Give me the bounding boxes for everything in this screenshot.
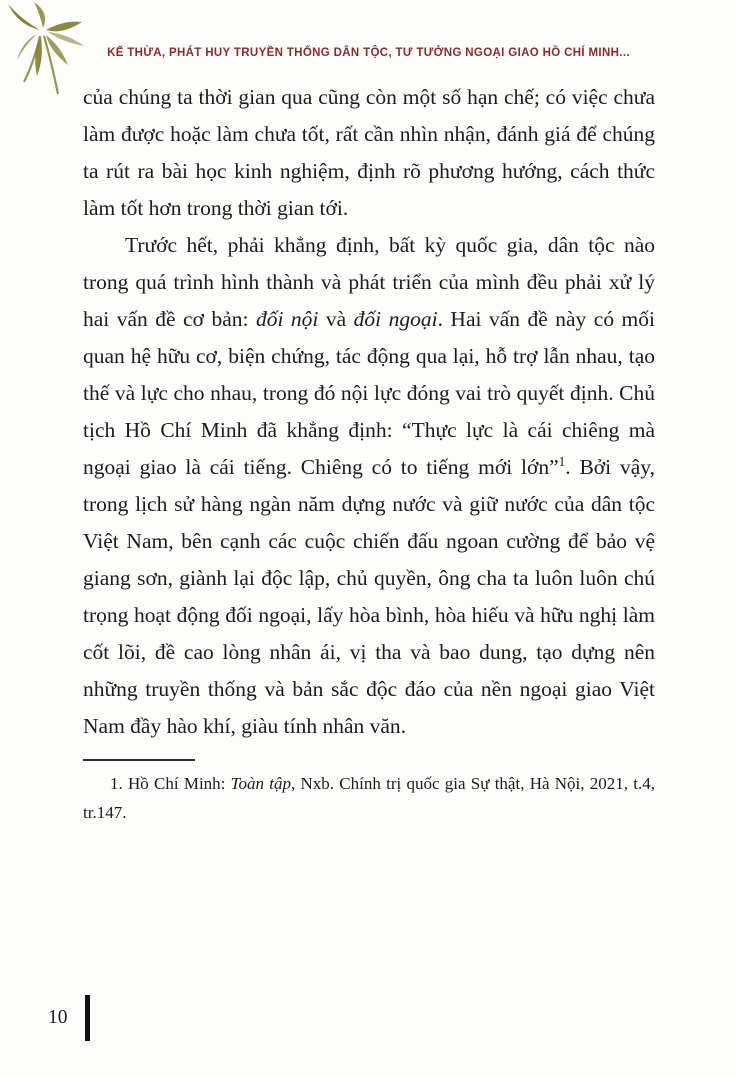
- paragraph-2-run5: . Hai vấn đề này có mối quan hệ hữu cơ, biện chứng, tác động qua lại, hỗ trợ lẫn nhau, tạo thế và lực cho nhau, trong đó nội lực đóng vai trò quyết định. Chủ tịch Hồ Chí Minh đã khẳng định: “Thực lực là cái chiêng mà ngoại giao là cái tiếng. Chiêng có to tiếng mới lớn”: [83, 307, 656, 479]
- paragraph-2-run1: Trước hết, phải khẳng định, bất kỳ quốc gia, dân tộc nào trong quá trình hình thành và phát triển của mình đều phải xử lý hai vấn đề cơ bản:: [83, 233, 655, 331]
- footnote: [83, 770, 655, 827]
- paragraph-1: [83, 79, 655, 227]
- paragraph-2-italic-doi-ngoai: đối ngoại: [353, 307, 438, 331]
- page-footer: [48, 995, 90, 1041]
- footnote-title-italic: Toàn tập: [230, 774, 292, 793]
- paragraph-2-run3: và: [318, 307, 354, 331]
- page-number-bar: [85, 995, 90, 1041]
- paragraph-1-text: của chúng ta thời gian qua cũng còn một số hạn chế; có việc chưa làm được hoặc làm chưa tốt, rất cần nhìn nhận, đánh giá để chúng ta rút ra bài học kinh nghiệm, định rõ phương hướng, cách thức làm tốt hơn trong thời gian tới.: [83, 85, 655, 220]
- footnote-lead: 1. Hồ Chí Minh:: [110, 774, 231, 793]
- bamboo-leaves-icon: [4, 2, 96, 102]
- running-header: KẾ THỪA, PHÁT HUY TRUYỀN THỐNG DÂN TỘC, TƯ TƯỞNG NGOẠI GIAO HỒ CHÍ MINH...: [107, 47, 630, 59]
- footnote-area: [83, 759, 655, 827]
- footnote-marker: 1: [558, 453, 566, 469]
- paragraph-2: [83, 227, 655, 745]
- footnote-rest: , Nxb. Chính trị quốc gia Sự thật, Hà Nội, 2021, t.4, tr.147.: [83, 774, 655, 822]
- paragraph-2-run6: . Bởi vậy, trong lịch sử hàng ngàn năm dựng nước và giữ nước của dân tộc Việt Nam, bên cạnh các cuộc chiến đấu ngoan cường để bảo vệ giang sơn, giành lại độc lập, chủ quyền, ông cha ta luôn luôn chú trọng hoạt động đối ngoại, lấy hòa bình, hòa hiếu và hữu nghị làm cốt lõi, đề cao lòng nhân ái, vị tha và bao dung, tạo dựng nên những truyền thống và bản sắc độc đáo của nền ngoại giao Việt Nam đầy hào khí, giàu tính nhân văn.: [83, 455, 655, 738]
- page-number: 10: [48, 1007, 68, 1028]
- footnote-separator: [83, 759, 195, 761]
- paragraph-2-italic-doi-noi: đối nội: [255, 307, 319, 331]
- page-body: [83, 79, 655, 745]
